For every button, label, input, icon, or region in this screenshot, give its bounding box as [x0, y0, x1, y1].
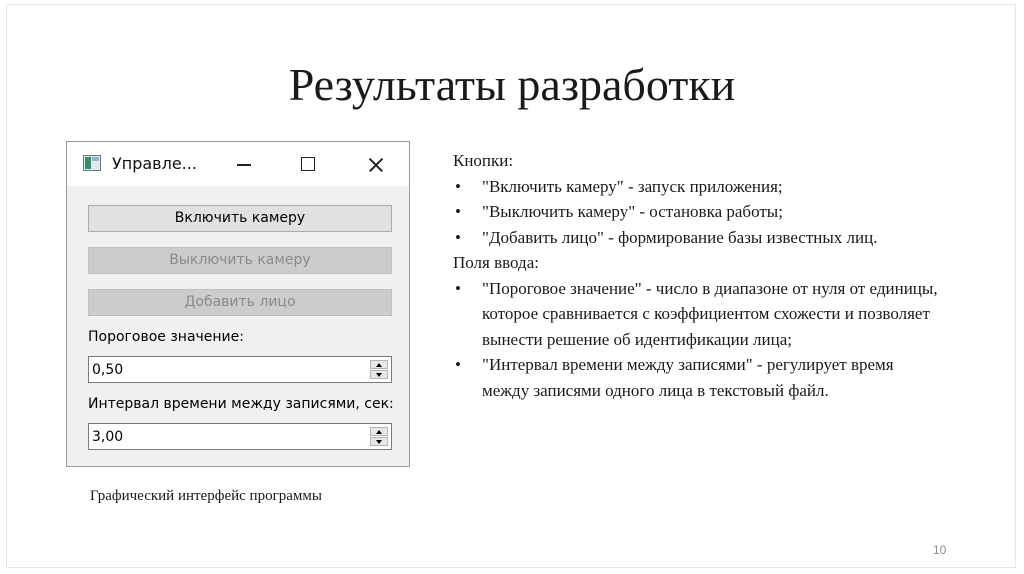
spin-down-icon[interactable] — [370, 437, 388, 446]
app-window-icon — [83, 155, 101, 171]
maximize-icon[interactable] — [291, 150, 325, 178]
close-icon[interactable] — [359, 150, 393, 178]
interval-spinbox[interactable] — [88, 423, 392, 450]
list-item — [453, 225, 942, 251]
minimize-icon[interactable] — [227, 150, 261, 178]
interval-label: Интервал времени между записями, сек: — [88, 396, 394, 412]
list-item — [453, 352, 942, 403]
buttons-heading: Кнопки: — [453, 151, 514, 170]
list-item — [453, 174, 942, 200]
list-item-text: "Пороговое значение" - число в диапазоне от нуля от единицы, которое сравнивается с коэффициентом схожести и позволяет вынести решение об идентификации лица; — [482, 278, 938, 349]
bullet-icon: • — [455, 227, 461, 247]
threshold-stepper[interactable] — [370, 360, 388, 379]
threshold-input[interactable] — [89, 357, 362, 382]
bullet-icon: • — [455, 202, 461, 221]
list-item-text: "Интервал времени между записями" - регулирует время между записями одного лица в текстовый файл. — [482, 355, 894, 400]
window-titlebar[interactable] — [67, 142, 409, 186]
threshold-spinbox[interactable] — [88, 356, 392, 383]
bullet-icon: • — [455, 176, 461, 196]
app-window — [66, 141, 410, 467]
spin-up-icon[interactable] — [370, 360, 388, 369]
spin-down-icon[interactable] — [370, 370, 388, 379]
slide-title: Результаты разработки — [288, 59, 736, 110]
page-number: 10 — [933, 543, 947, 557]
list-item-text: "Включить камеру" - запуск приложения; — [482, 176, 783, 196]
list-item-text: "Добавить лицо" - формирование базы известных лиц. — [482, 227, 878, 247]
threshold-label: Пороговое значение: — [88, 329, 244, 345]
stop-camera-button[interactable]: Выключить камеру — [88, 247, 392, 274]
figure-caption: Графический интерфейс программы — [90, 488, 322, 504]
interval-stepper[interactable] — [370, 427, 388, 446]
interval-input[interactable] — [89, 424, 362, 449]
window-title: Управле... — [112, 154, 197, 173]
start-camera-button[interactable]: Включить камеру — [88, 205, 392, 232]
list-item — [453, 199, 942, 225]
spin-up-icon[interactable] — [370, 427, 388, 436]
list-item-text: "Выключить камеру" - остановка работы; — [482, 202, 783, 221]
add-face-button[interactable]: Добавить лицо — [88, 289, 392, 316]
description-text — [453, 148, 953, 403]
bullet-icon: • — [455, 355, 461, 374]
fields-heading: Поля ввода: — [453, 253, 539, 272]
list-item — [453, 276, 942, 353]
bullet-icon: • — [455, 278, 461, 298]
